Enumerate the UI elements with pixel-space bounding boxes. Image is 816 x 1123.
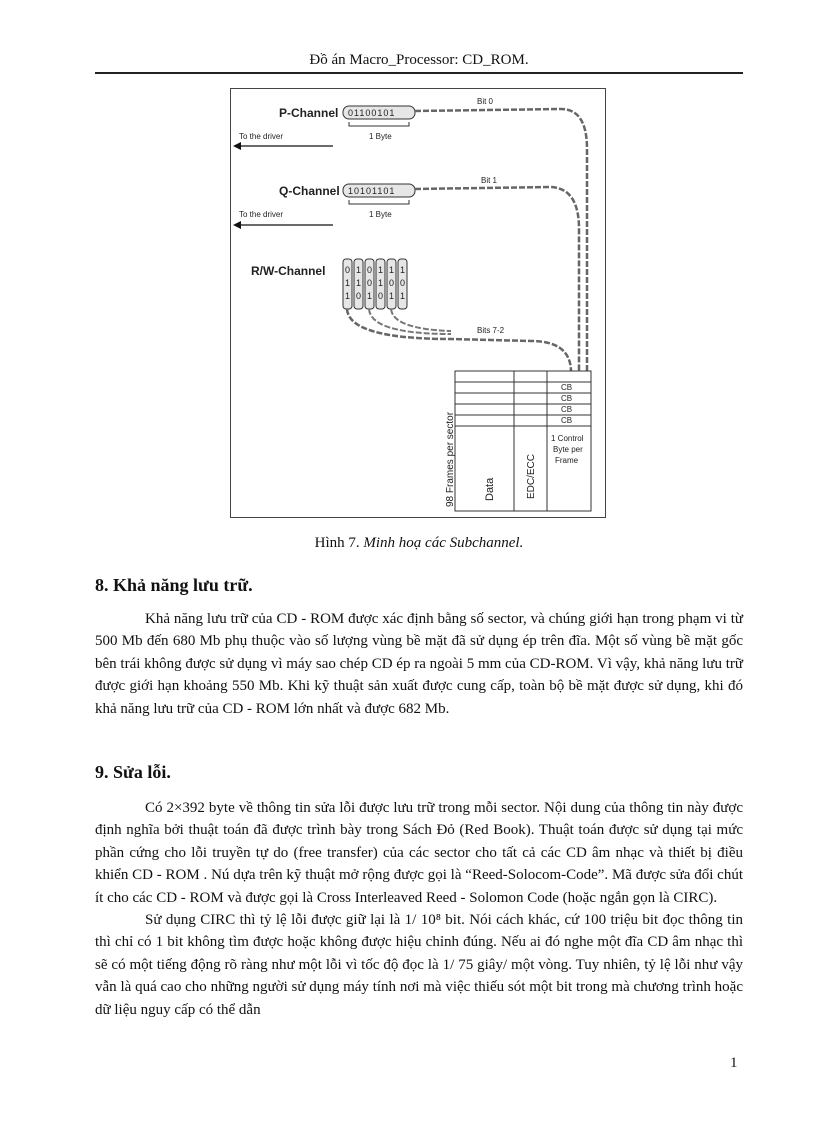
svg-text:0: 0 (345, 265, 351, 275)
svg-text:1: 1 (345, 278, 351, 288)
svg-text:0: 0 (367, 278, 373, 288)
q-arrow-head (233, 221, 241, 229)
cb-row-4: CB (561, 416, 573, 425)
svg-text:1: 1 (378, 265, 384, 275)
svg-text:1: 1 (356, 265, 362, 275)
section-8-heading: 8. Khả năng lưu trữ. (95, 575, 253, 595)
page-number: 1 (730, 1055, 738, 1071)
caption-label: Hình 7. (314, 535, 360, 551)
frames-per-sector-label: 98 Frames per sector (445, 411, 456, 507)
bit1-label: Bit 1 (481, 176, 498, 185)
svg-text:1: 1 (356, 278, 362, 288)
control-byte-line-2: Byte per (553, 445, 583, 454)
q-channel-label: Q-Channel (279, 184, 340, 198)
edc-ecc-column-label: EDC/ECC (526, 453, 537, 499)
q-to-driver: To the driver (239, 210, 284, 219)
svg-text:0: 0 (378, 291, 384, 301)
q-one-byte: 1 Byte (369, 210, 392, 219)
rw-channel-label: R/W-Channel (251, 264, 326, 278)
rw-channel-cables (343, 259, 407, 309)
cb-row-2: CB (561, 394, 573, 403)
subchannel-figure (230, 88, 606, 518)
q-channel-bits: 10101101 (348, 186, 396, 196)
data-column-label: Data (484, 477, 496, 501)
p-channel-bits: 01100101 (348, 108, 396, 118)
page-header: Đồ án Macro_Processor: CD_ROM. (95, 52, 743, 74)
svg-text:0: 0 (400, 278, 406, 288)
svg-text:1: 1 (389, 265, 395, 275)
section-8-paragraph: Khả năng lưu trữ của CD - ROM được xác định bằng số sector, và chúng giới hạn trong phạm vi từ 500 Mb đến 680 Mb phụ thuộc vào số lượng vùng bề mặt đã sử dụng ép trên đĩa. Một số vùng bề mặt gốc bên trái không được sử dụng vì máy sao chép CD ép ra ngoài 5 mm của CD-ROM. Vì vậy, khả năng lưu trữ được giới hạn khoảng 550 Mb. Khi kỹ thuật sản xuất được cung cấp, toàn bộ bề mặt được sử dụng, khi đó khả năng lưu trữ của CD - ROM lớn nhất và được 682 Mb. (95, 611, 743, 717)
svg-text:1: 1 (400, 265, 406, 275)
svg-text:1: 1 (367, 291, 373, 301)
svg-text:1: 1 (389, 291, 395, 301)
cb-row-3: CB (561, 405, 573, 414)
p-arrow-head (233, 142, 241, 150)
svg-text:1: 1 (345, 291, 351, 301)
p-byte-bracket (349, 122, 409, 126)
bits72-label: Bits 7-2 (477, 326, 505, 335)
svg-text:0: 0 (356, 291, 362, 301)
svg-text:1: 1 (400, 291, 406, 301)
cb-row-1: CB (561, 383, 573, 392)
section-9-heading: 9. Sửa lỗi. (95, 762, 171, 782)
rw-bit-lines (347, 309, 571, 372)
control-byte-line-3: Frame (555, 456, 579, 465)
svg-text:1: 1 (378, 278, 384, 288)
svg-text:0: 0 (389, 278, 395, 288)
bit0-label: Bit 0 (477, 97, 494, 106)
p-to-driver: To the driver (239, 132, 284, 141)
figure-caption (95, 535, 743, 552)
caption-text: Minh hoạ các Subchannel. (359, 535, 524, 551)
p-channel-label: P-Channel (279, 106, 339, 120)
control-byte-line-1: 1 Control (551, 434, 584, 443)
p-one-byte: 1 Byte (369, 132, 392, 141)
section-9-paragraph-1: Có 2×392 byte về thông tin sửa lỗi được lưu trữ trong mỗi sector. Nội dung của thông tin này được định nghĩa bởi thuật toán đã được trình bày trong Sách Đỏ (Red Book). Thuật toán được sử dụng tại mức phần cứng cho lỗi truyền tự do (free transfer) của các sector cho tất cả các CD âm nhạc và thiết bị điều khiển CD - ROM . Nú dựa trên kỹ thuật mở rộng được gọi là “Reed-Solocom-Code”. Mã được sửa đổi chút ít cho các CD - ROM và được gọi là Cross Interleaved Reed - Solomon Code (hoặc ngắn gọn là CIRC). (95, 800, 743, 906)
section-9-paragraph-2: Sử dụng CIRC thì tỷ lệ lỗi được giữ lại là 1/ 10⁸ bit. Nói cách khác, cứ 100 triệu bit đọc thông tin thì chỉ có 1 bit không tìm được hoặc không được hiệu chỉnh đúng. Nếu ai đó nghe một đĩa CD âm nhạc thì sẽ có một tiếng động rõ ràng như một lỗi vì tốc độ đọc là 1/ 75 giây/ một vòng. Tuy nhiên, tỷ lệ lỗi như vậy vẫn là quá cao cho những người sử dụng máy tính nơi mà việc thiếu sót một bit trong mà chương trình hoặc dữ liệu nguy cấp có thể dẫn (95, 912, 743, 1018)
q-byte-bracket (349, 200, 409, 204)
svg-text:0: 0 (367, 265, 373, 275)
subchannel-diagram (231, 89, 605, 517)
